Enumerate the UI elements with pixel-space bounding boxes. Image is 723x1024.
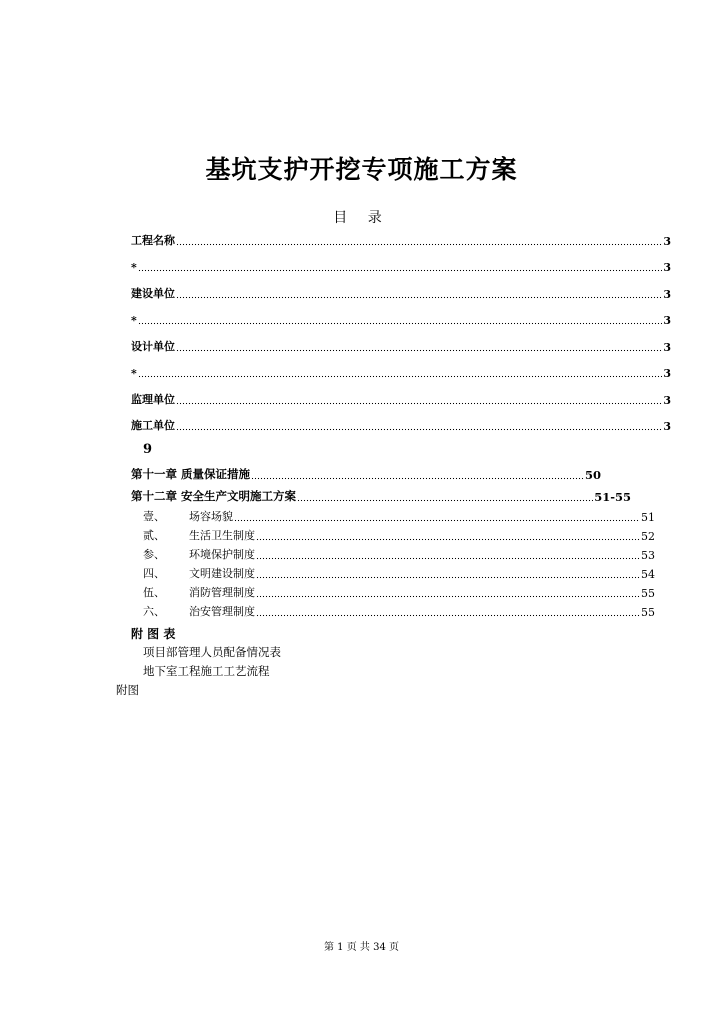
dot-leader <box>256 570 640 579</box>
toc-entry-page: 3 <box>663 235 671 248</box>
dot-leader <box>251 471 584 480</box>
toc-entry-page: 3 <box>663 394 671 407</box>
toc-subentry[interactable] <box>143 548 655 562</box>
toc-entry-page: 3 <box>663 288 671 301</box>
toc-chapter-label: 第十一章 质量保证措施 <box>131 467 251 481</box>
toc-entry-label: 工程名称 <box>131 234 175 247</box>
toc-chapter-page: 50 <box>584 468 601 482</box>
toc-entry[interactable] <box>131 234 671 248</box>
toc-entry[interactable] <box>131 366 671 380</box>
toc-subentry-number: 四、 <box>143 567 165 580</box>
toc-subentry-label: 消防管理制度 <box>189 586 255 599</box>
toc-subentry-label: 生活卫生制度 <box>189 529 255 542</box>
toc-entry[interactable] <box>131 260 671 274</box>
toc-entry-label: 施工单位 <box>131 419 175 432</box>
dot-leader <box>176 290 662 299</box>
toc-subentry-page: 55 <box>641 587 655 600</box>
toc-entry-label: 设计单位 <box>131 340 175 353</box>
toc-subentry-page: 54 <box>641 568 655 581</box>
appendix-item[interactable]: 地下室工程施工工艺流程 <box>143 664 270 678</box>
dot-leader <box>234 513 640 522</box>
toc-entry-label: * <box>131 261 137 274</box>
toc-subentry-page: 51 <box>641 511 655 524</box>
toc-subentry-label: 治安管理制度 <box>189 605 255 618</box>
toc-subentry[interactable] <box>143 567 655 581</box>
dot-leader <box>256 532 640 541</box>
dot-leader <box>176 422 662 431</box>
toc-chapter[interactable] <box>131 468 601 482</box>
toc-subentry-page: 52 <box>641 530 655 543</box>
dot-leader <box>256 551 640 560</box>
toc-entry-label: * <box>131 314 137 327</box>
toc-subentry-page: 53 <box>641 549 655 562</box>
toc-entry-page: 3 <box>663 367 671 380</box>
page-footer: 第 1 页 共 34 页 <box>324 942 399 953</box>
toc-subentry[interactable] <box>143 510 655 524</box>
appendix-item[interactable]: 项目部管理人员配备情况表 <box>143 645 281 659</box>
dot-leader <box>138 316 663 325</box>
toc-chapter-page: 51-55 <box>594 490 631 504</box>
toc-entry-page: 3 <box>663 420 671 433</box>
toc-subentry-page: 55 <box>641 606 655 619</box>
appendix-heading: 附 图 表 <box>131 627 176 641</box>
toc-subentry-number: 壹、 <box>143 510 165 523</box>
stray-number: 9 <box>143 442 153 457</box>
dot-leader <box>176 343 662 352</box>
dot-leader <box>176 396 662 405</box>
dot-leader <box>256 589 640 598</box>
toc-entry[interactable] <box>131 393 671 407</box>
toc-subentry[interactable] <box>143 529 655 543</box>
toc-subentry-label: 环境保护制度 <box>189 548 255 561</box>
toc-subentry-number: 六、 <box>143 605 165 618</box>
toc-entry-page: 3 <box>663 261 671 274</box>
toc-entry[interactable] <box>131 340 671 354</box>
toc-entry-page: 3 <box>663 314 671 327</box>
toc-subentry[interactable] <box>143 605 655 619</box>
dot-leader <box>297 493 593 502</box>
toc-heading: 目 录 <box>333 210 390 226</box>
dot-leader <box>176 237 662 246</box>
toc-entry-label: 监理单位 <box>131 393 175 406</box>
toc-entry[interactable] <box>131 287 671 301</box>
toc-entry-label: * <box>131 367 137 380</box>
appendix-figure: 附图 <box>116 683 139 697</box>
dot-leader <box>138 369 663 378</box>
toc-entry[interactable] <box>131 419 671 433</box>
toc-subentry-label: 场容场貌 <box>189 510 233 523</box>
toc-entry[interactable] <box>131 313 671 327</box>
toc-subentry-number: 伍、 <box>143 586 165 599</box>
toc-subentry-label: 文明建设制度 <box>189 567 255 580</box>
document-title: 基坑支护开挖专项施工方案 <box>205 155 518 184</box>
toc-chapter-label: 第十二章 安全生产文明施工方案 <box>131 489 297 503</box>
toc-entry-label: 建设单位 <box>131 287 175 300</box>
toc-subentry[interactable] <box>143 586 655 600</box>
dot-leader <box>256 608 640 617</box>
toc-subentry-number: 贰、 <box>143 529 165 542</box>
dot-leader <box>138 263 663 272</box>
toc-entry-page: 3 <box>663 341 671 354</box>
toc-subentry-number: 参、 <box>143 548 165 561</box>
toc-chapter[interactable] <box>131 490 631 504</box>
